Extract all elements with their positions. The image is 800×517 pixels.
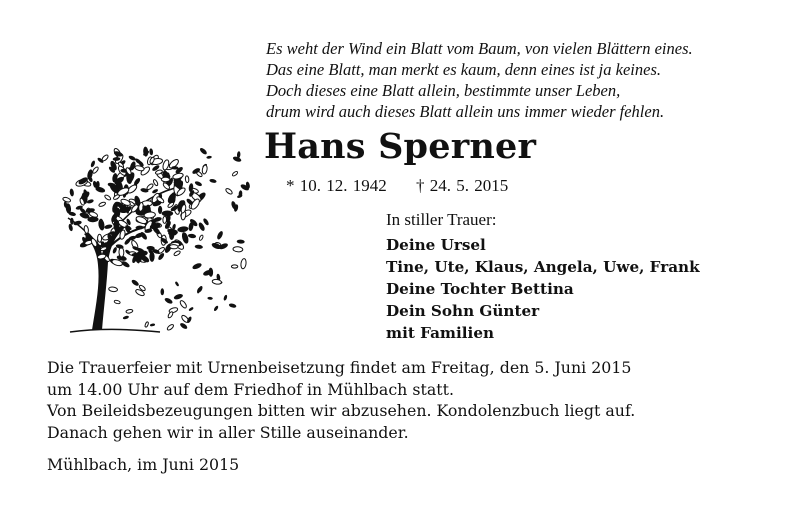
poem-line: Das eine Blatt, man merkt es kaum, denn eines ist ja keines. [266,60,661,79]
place-and-date: Mühlbach, im Juni 2015 [47,455,240,474]
windblown-tree-icon [40,130,250,340]
info-line: Danach gehen wir in aller Stille auseinander. [47,422,409,442]
info-line: Die Trauerfeier mit Urnenbeisetzung findet am Freitag, den 5. Juni 2015 [47,358,632,377]
mourner-line: Deine Tochter Bettina [386,280,574,298]
info-line: um 14.00 Uhr auf dem Friedhof in Mühlbach statt. [47,379,454,399]
info-line: Von Beileidsbezeugungen bitten wir abzusehen. Kondolenzbuch liegt auf. [47,401,636,420]
mourner-line: Deine Ursel [386,236,486,254]
birth-date: * 10. 12. 1942 [286,176,387,195]
mourners-intro: In stiller Trauer: [386,210,497,229]
funeral-info [47,357,635,443]
poem [266,38,786,122]
poem-line: Es weht der Wind ein Blatt vom Baum, von vielen Blättern eines. [266,39,693,58]
mourner-line: Dein Sohn Günter [386,302,540,320]
death-date: † 24. 5. 2015 [416,176,509,195]
life-dates [286,176,508,196]
poem-line: Doch dieses eine Blatt allein, bestimmte unser Leben, [266,81,621,100]
poem-line: drum wird auch dieses Blatt allein uns immer wieder fehlen. [266,102,665,121]
mourners-block [386,209,700,344]
mourner-line: mit Familien [386,324,495,342]
mourner-line: Tine, Ute, Klaus, Angela, Uwe, Frank [386,258,700,276]
deceased-name: Hans Sperner [264,126,537,167]
